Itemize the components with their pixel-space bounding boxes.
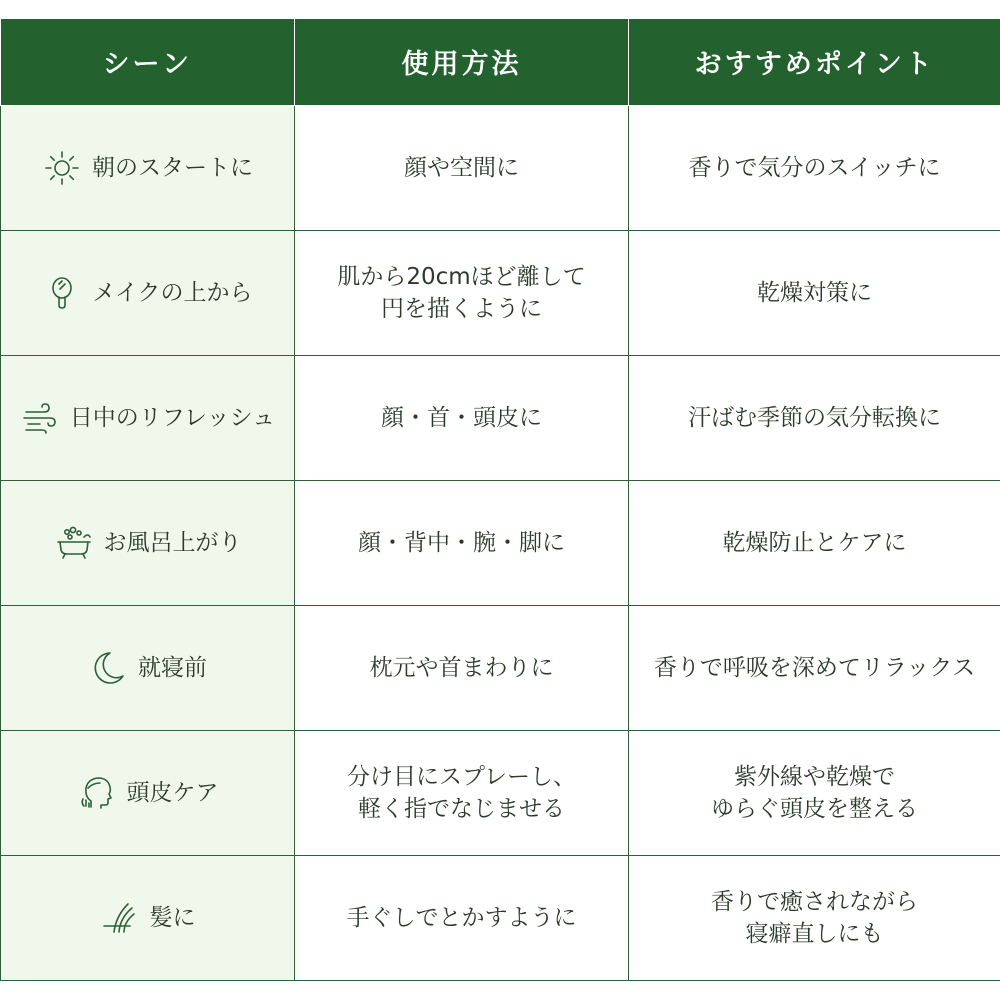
usage-text: 肌から20cmほど離して	[337, 263, 586, 290]
usage-text: 分け目にスプレーし、	[346, 763, 577, 790]
bathtub-icon	[54, 523, 94, 563]
scene-label: 日中のリフレッシュ	[69, 404, 276, 431]
header-recommended-point: おすすめポイント	[629, 19, 1000, 105]
table-row	[1, 730, 1000, 855]
point-text: 寝癖直しにも	[745, 920, 884, 947]
usage-cell	[295, 105, 629, 230]
point-text: 香りで呼吸を深めてリラックス	[653, 654, 976, 681]
usage-text: 円を描くように	[381, 295, 542, 322]
usage-cell	[295, 730, 629, 855]
hair-strand-icon	[100, 898, 140, 938]
scene-cell	[1, 855, 295, 980]
usage-cell	[295, 480, 629, 605]
point-text: 紫外線や乾燥で	[734, 763, 895, 790]
scene-usage-table	[0, 19, 1000, 981]
scene-label: メイクの上から	[92, 279, 253, 306]
point-cell	[629, 105, 1000, 230]
point-text: 香りで癒されながら	[711, 888, 918, 915]
table-row	[1, 855, 1000, 980]
table-header-row	[1, 19, 1000, 105]
usage-cell	[295, 355, 629, 480]
scene-label: 髪に	[149, 904, 196, 931]
usage-cell	[295, 230, 629, 355]
header-scene: シーン	[1, 19, 295, 105]
point-cell	[629, 355, 1000, 480]
usage-text: 軽く指でなじませる	[358, 795, 565, 822]
usage-text: 顔・首・頭皮に	[381, 404, 542, 431]
scene-cell	[1, 480, 295, 605]
point-cell	[629, 730, 1000, 855]
usage-cell	[295, 855, 629, 980]
table-row	[1, 105, 1000, 230]
usage-text: 顔や空間に	[404, 154, 519, 181]
hand-mirror-icon	[42, 273, 82, 313]
point-text: 乾燥防止とケアに	[722, 529, 907, 556]
point-text: 香りで気分のスイッチに	[688, 154, 941, 181]
scene-label: 頭皮ケア	[126, 779, 219, 806]
table-row	[1, 480, 1000, 605]
head-profile-icon	[77, 773, 117, 813]
point-cell	[629, 855, 1000, 980]
scene-cell	[1, 605, 295, 730]
usage-cell	[295, 605, 629, 730]
wind-icon	[20, 398, 60, 438]
point-text: 乾燥対策に	[757, 279, 872, 306]
point-cell	[629, 605, 1000, 730]
table-row	[1, 605, 1000, 730]
point-text: ゆらぐ頭皮を整える	[711, 795, 918, 822]
usage-text: 顔・背中・腕・脚に	[358, 529, 565, 556]
usage-text: 枕元や首まわりに	[369, 654, 554, 681]
scene-cell	[1, 355, 295, 480]
scene-cell	[1, 105, 295, 230]
point-text: 汗ばむ季節の気分転換に	[688, 404, 941, 431]
scene-cell	[1, 730, 295, 855]
crescent-moon-icon	[88, 648, 128, 688]
header-usage: 使用方法	[295, 19, 629, 105]
point-cell	[629, 480, 1000, 605]
sun-icon	[42, 148, 82, 188]
scene-cell	[1, 230, 295, 355]
scene-label: お風呂上がり	[103, 529, 242, 556]
scene-label: 朝のスタートに	[92, 154, 253, 181]
point-cell	[629, 230, 1000, 355]
scene-label: 就寝前	[138, 654, 207, 681]
usage-text: 手ぐしでとかすように	[346, 904, 577, 931]
table-row	[1, 230, 1000, 355]
table-row	[1, 355, 1000, 480]
